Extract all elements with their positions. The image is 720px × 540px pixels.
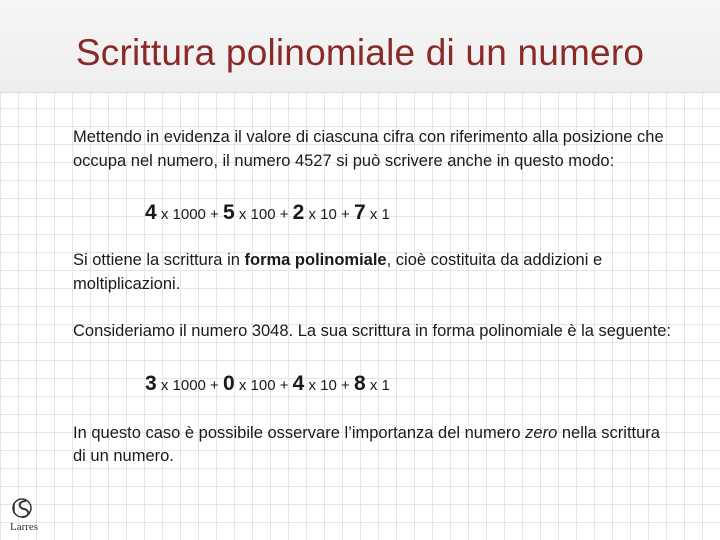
formula-digit: 0	[223, 371, 235, 395]
formula-digit: 2	[292, 201, 305, 224]
slide-content	[73, 126, 673, 469]
formula-digit: 5	[223, 201, 235, 224]
formula-multiplier: x 1000 +	[156, 376, 223, 394]
formula-multiplier: x 1000 +	[156, 206, 223, 223]
text-run: , cioè costituita da addizioni e moltiplicazioni.	[73, 251, 603, 293]
slide-title: Scrittura polinomiale di un numero	[75, 32, 645, 73]
formula-multiplier: x 10 +	[304, 206, 354, 223]
paragraph-polynomial-form	[73, 249, 673, 296]
text-run: In questo caso è possibile osservare l’importanza del numero	[73, 423, 526, 442]
formula-3048	[73, 372, 673, 396]
logo-caption: Larres	[10, 521, 39, 533]
paragraph-example-3048: Consideriamo il numero 3048. La sua scrittura in forma polinomiale è la seguente:	[73, 322, 671, 340]
formula-multiplier: x 10 +	[304, 376, 354, 394]
bold-term: forma polinomiale	[244, 251, 387, 269]
formula-digit: 4	[145, 201, 157, 224]
formula-multiplier: x 1	[365, 206, 390, 223]
paragraph-zero-importance	[73, 422, 673, 469]
formula-digit: 4	[292, 371, 305, 395]
text-run: nella scrittura di un numero.	[73, 423, 660, 465]
formula-multiplier: x 1	[365, 376, 390, 394]
italic-term: zero	[525, 423, 558, 442]
formula-4527	[73, 201, 673, 225]
formula-multiplier: x 100 +	[234, 376, 293, 394]
text-run: Si ottiene la scrittura in	[73, 251, 245, 269]
formula-digit: 7	[353, 201, 366, 224]
formula-multiplier: x 100 +	[234, 206, 293, 223]
paragraph-intro: Mettendo in evidenza il valore di ciascuna cifra con riferimento alla posizione che occupa nel numero, il numero 4527 si può scrivere anche in questo modo:	[73, 128, 664, 170]
formula-digit: 8	[353, 371, 366, 395]
formula-digit: 3	[145, 371, 157, 395]
